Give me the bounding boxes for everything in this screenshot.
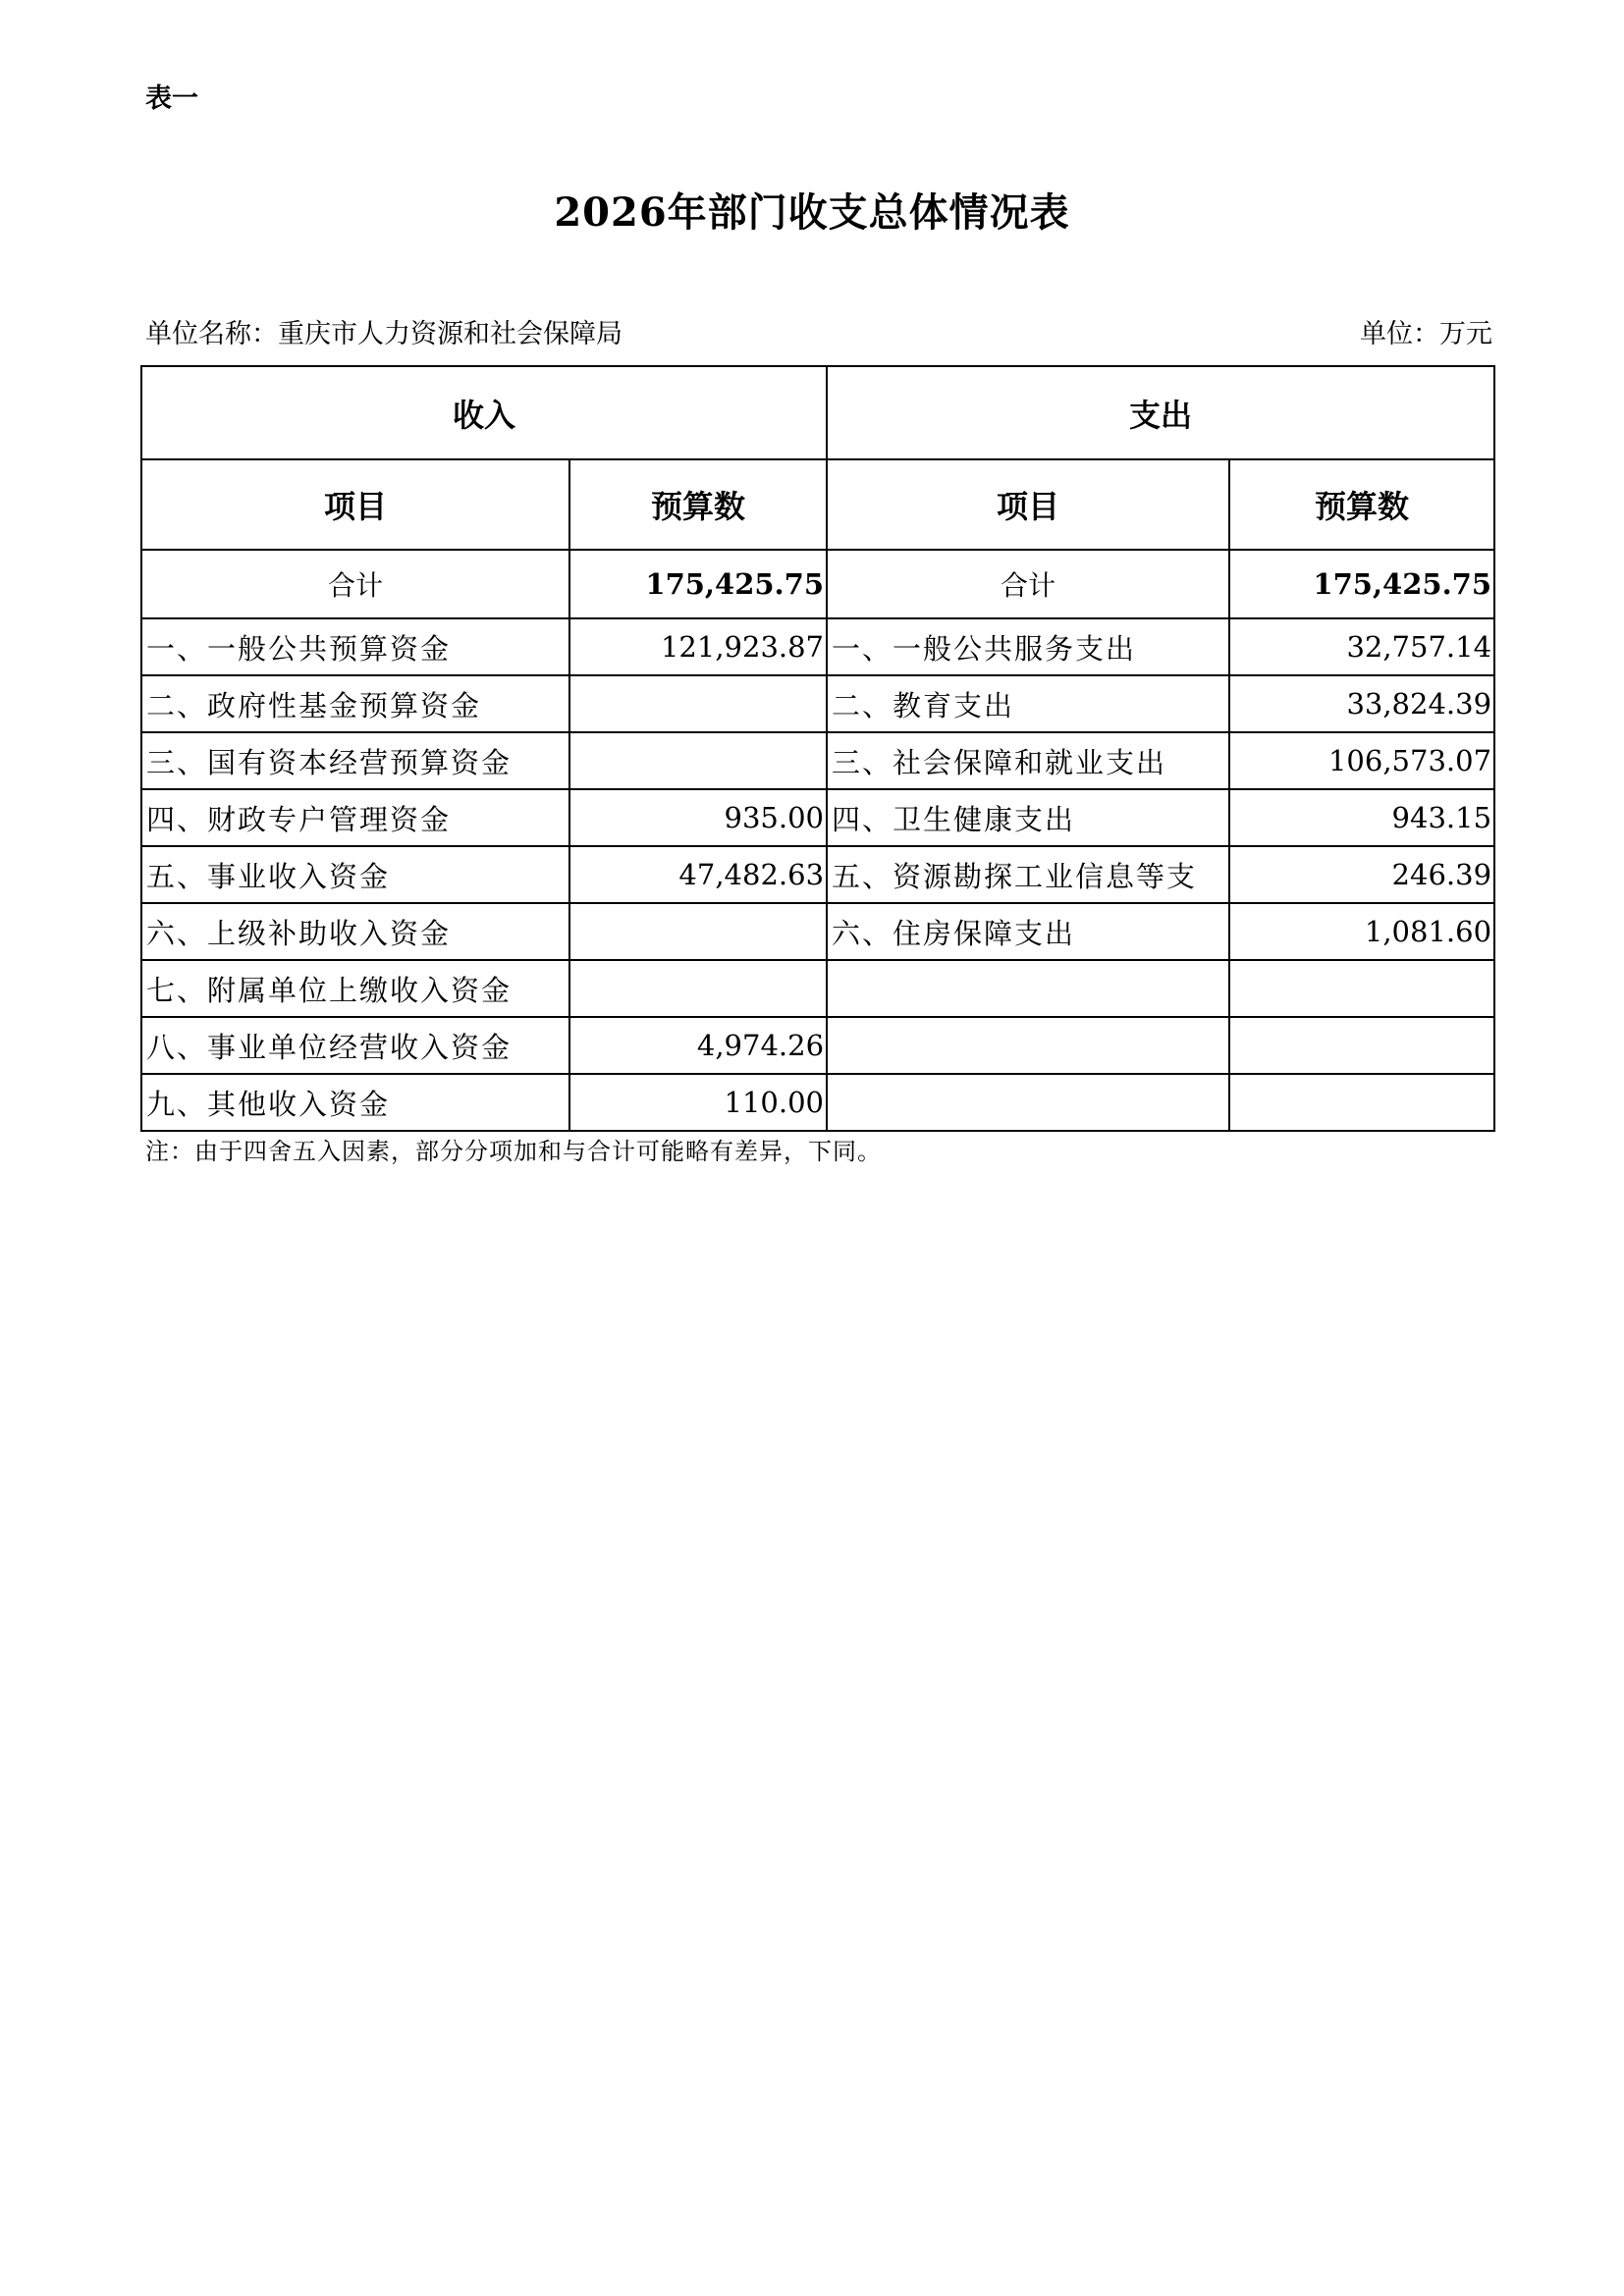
table-row [141,903,1494,960]
income-item-cell: 二、政府性基金预算资金 [141,675,569,732]
expense-section-header: 支出 [827,366,1494,459]
income-item-cell: 六、上级补助收入资金 [141,903,569,960]
table-row [141,960,1494,1017]
table-row [141,732,1494,789]
expense-budget-header: 预算数 [1229,459,1494,550]
expense-value-cell [1229,1074,1494,1131]
income-item-cell: 四、财政专户管理资金 [141,789,569,846]
income-value-cell [569,732,827,789]
budget-table [140,365,1495,1132]
table-row [141,1074,1494,1131]
expense-item-cell: 一、一般公共服务支出 [827,618,1229,675]
table-row [141,1017,1494,1074]
footnote: 注：由于四舍五入因素，部分分项加和与合计可能略有差异，下同。 [145,1138,882,1165]
expense-item-cell: 二、教育支出 [827,675,1229,732]
income-value-cell: 935.00 [569,789,827,846]
total-row [141,550,1494,618]
expense-value-cell: 106,573.07 [1229,732,1494,789]
income-value-cell [569,903,827,960]
table-number-label: 表一 [145,83,198,114]
income-value-cell: 110.00 [569,1074,827,1131]
expense-item-cell [827,1017,1229,1074]
income-value-cell: 4,974.26 [569,1017,827,1074]
expense-value-cell: 246.39 [1229,846,1494,903]
expense-item-cell: 五、资源勘探工业信息等支 [827,846,1229,903]
expense-value-cell [1229,960,1494,1017]
expense-item-cell: 四、卫生健康支出 [827,789,1229,846]
expense-value-cell: 943.15 [1229,789,1494,846]
expense-total-value: 175,425.75 [1229,550,1494,618]
income-total-label: 合计 [141,550,569,618]
income-value-cell [569,675,827,732]
income-item-cell: 八、事业单位经营收入资金 [141,1017,569,1074]
currency-unit: 单位：万元 [1360,319,1492,349]
expense-item-cell: 三、社会保障和就业支出 [827,732,1229,789]
expense-item-cell [827,960,1229,1017]
income-value-cell: 47,482.63 [569,846,827,903]
income-section-header: 收入 [141,366,827,459]
unit-name: 单位名称：重庆市人力资源和社会保障局 [145,319,623,349]
expense-total-label: 合计 [827,550,1229,618]
expense-value-cell: 1,081.60 [1229,903,1494,960]
header-row-sections [141,366,1494,459]
table-row [141,846,1494,903]
income-item-header: 项目 [141,459,569,550]
income-item-cell: 一、一般公共预算资金 [141,618,569,675]
expense-item-cell [827,1074,1229,1131]
table-row [141,675,1494,732]
income-item-cell: 七、附属单位上缴收入资金 [141,960,569,1017]
income-value-cell: 121,923.87 [569,618,827,675]
expense-item-header: 项目 [827,459,1229,550]
table-row [141,789,1494,846]
income-item-cell: 九、其他收入资金 [141,1074,569,1131]
document-title: 2026年部门收支总体情况表 [554,189,1070,236]
expense-value-cell [1229,1017,1494,1074]
income-value-cell [569,960,827,1017]
income-item-cell: 三、国有资本经营预算资金 [141,732,569,789]
expense-item-cell: 六、住房保障支出 [827,903,1229,960]
expense-value-cell: 32,757.14 [1229,618,1494,675]
expense-value-cell: 33,824.39 [1229,675,1494,732]
header-row-columns [141,459,1494,550]
income-item-cell: 五、事业收入资金 [141,846,569,903]
table-row [141,618,1494,675]
income-budget-header: 预算数 [569,459,827,550]
income-total-value: 175,425.75 [569,550,827,618]
